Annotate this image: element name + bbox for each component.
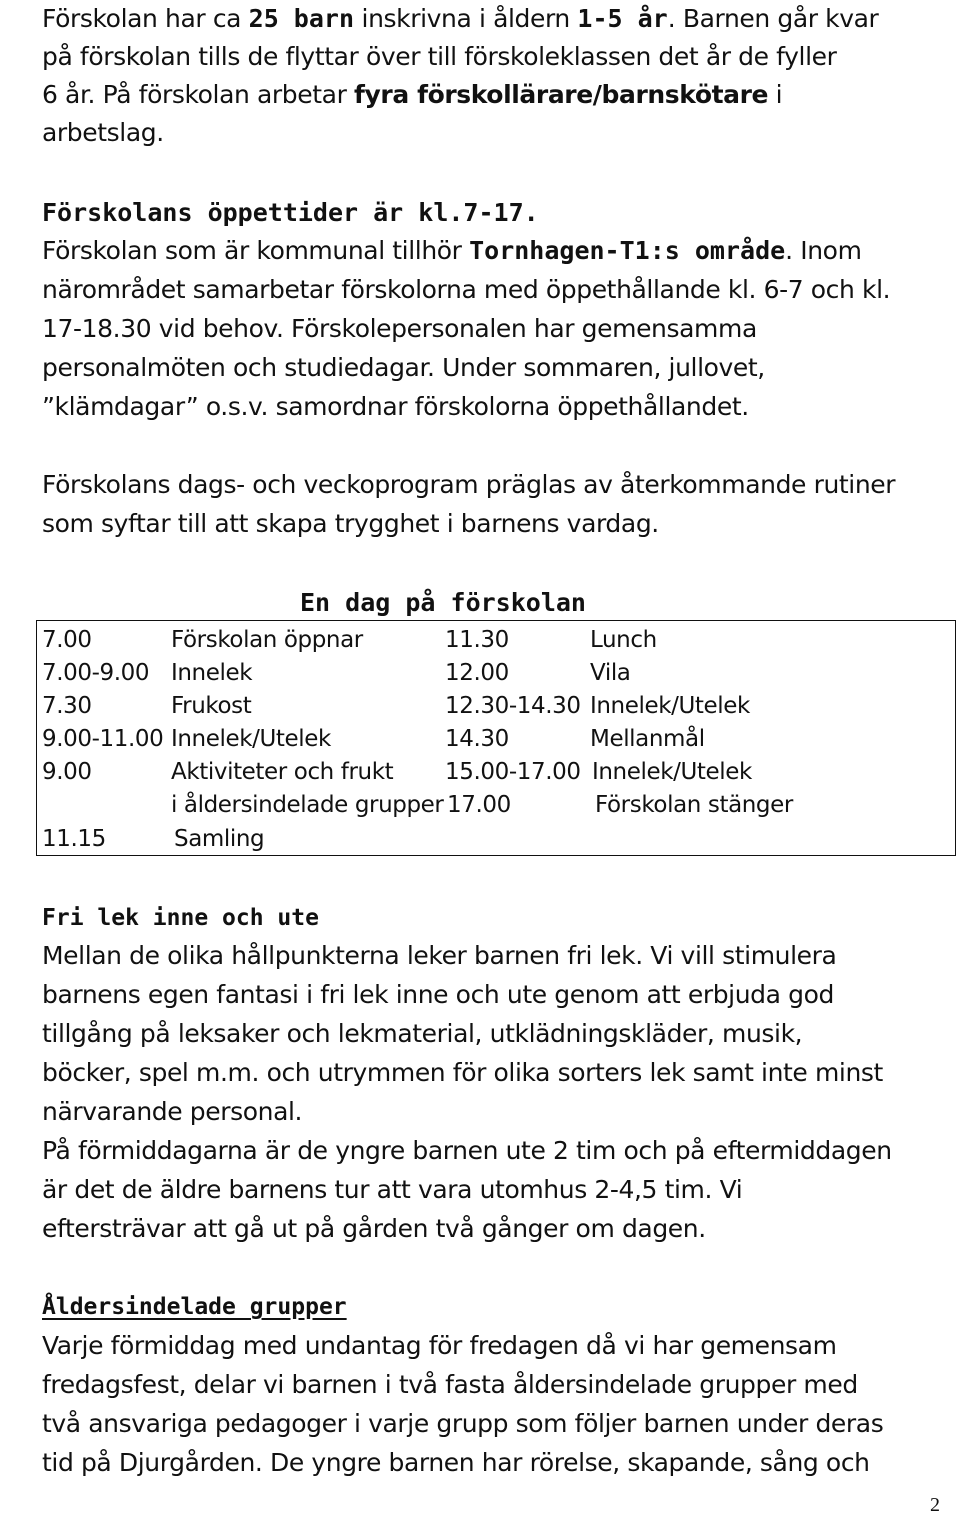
free-play-line: eftersträvar att gå ut på gården två gånger om dagen.: [42, 1214, 706, 1243]
schedule-table: [36, 620, 956, 856]
schedule-time: 17.00: [447, 792, 511, 818]
opening-hours: Förskolans öppettider är kl.7-17.: [42, 198, 539, 227]
schedule-activity: Mellanmål: [590, 726, 705, 752]
free-play-line: böcker, spel m.m. och utrymmen för olika sorters lek samt inte minst: [42, 1058, 883, 1087]
page-number: 2: [930, 1494, 940, 1516]
free-play-line: barnens egen fantasi i fri lek inne och ute genom att erbjuda god: [42, 980, 834, 1009]
schedule-time: 7.00: [42, 627, 92, 653]
hours-line-3: närområdet samarbetar förskolorna med öppethållande kl. 6-7 och kl.: [42, 275, 891, 304]
schedule-activity: i åldersindelade grupper: [171, 792, 444, 818]
free-play-line: är det de äldre barnens tur att vara utomhus 2-4,5 tim. Vi: [42, 1175, 743, 1204]
schedule-time: 15.00-17.00: [445, 759, 581, 785]
schedule-activity: Innelek/Utelek: [171, 726, 331, 752]
schedule-activity: Innelek: [171, 660, 253, 686]
intro-line-3: 6 år. På förskolan arbetar fyra förskollärare/barnskötare i: [42, 80, 783, 109]
schedule-activity: Vila: [590, 660, 631, 686]
intro-line-1: Förskolan har ca 25 barn inskrivna i åldern 1-5 år. Barnen går kvar: [42, 4, 879, 33]
routines-line-2: som syftar till att skapa trygghet i barnens vardag.: [42, 509, 659, 538]
age-groups-line: två ansvariga pedagoger i varje grupp som följer barnen under deras: [42, 1409, 884, 1438]
hours-line-2: Förskolan som är kommunal tillhör Tornhagen-T1:s område. Inom: [42, 236, 862, 265]
age-groups-line: tid på Djurgården. De yngre barnen har rörelse, skapande, sång och: [42, 1448, 870, 1477]
schedule-time: 12.30-14.30: [445, 693, 581, 719]
section-heading-free-play: Fri lek inne och ute: [42, 905, 319, 931]
schedule-activity: Innelek/Utelek: [590, 693, 750, 719]
schedule-title: En dag på förskolan: [300, 588, 586, 617]
age-groups-line: Varje förmiddag med undantag för fredagen då vi har gemensam: [42, 1331, 837, 1360]
hours-line-6: ”klämdagar” o.s.v. samordnar förskolorna öppethållandet.: [42, 392, 749, 421]
schedule-time: 7.30: [42, 693, 92, 719]
free-play-line: På förmiddagarna är de yngre barnen ute 2 tim och på eftermiddagen: [42, 1136, 892, 1165]
schedule-time: 11.15: [42, 826, 106, 852]
age-groups-line: fredagsfest, delar vi barnen i två fasta åldersindelade grupper med: [42, 1370, 858, 1399]
free-play-line: tillgång på leksaker och lekmaterial, utklädningskläder, musik,: [42, 1019, 803, 1048]
schedule-activity: Samling: [174, 826, 265, 852]
schedule-activity: Förskolan öppnar: [171, 627, 363, 653]
intro-line-2: på förskolan tills de flyttar över till förskoleklassen det år de fyller: [42, 42, 837, 71]
schedule-time: 9.00-11.00: [42, 726, 164, 752]
free-play-line: Mellan de olika hållpunkterna leker barnen fri lek. Vi vill stimulera: [42, 941, 837, 970]
intro-line-4: arbetslag.: [42, 118, 164, 147]
section-heading-age-groups: Åldersindelade grupper: [42, 1294, 347, 1320]
free-play-line: närvarande personal.: [42, 1097, 303, 1126]
routines-line-1: Förskolans dags- och veckoprogram präglas av återkommande rutiner: [42, 470, 896, 499]
schedule-time: 14.30: [445, 726, 509, 752]
schedule-activity: Aktiviteter och frukt: [171, 759, 394, 785]
schedule-activity: Förskolan stänger: [595, 792, 793, 818]
schedule-time: 11.30: [445, 627, 509, 653]
schedule-activity: Frukost: [171, 693, 252, 719]
schedule-time: 12.00: [445, 660, 509, 686]
hours-line-4: 17-18.30 vid behov. Förskolepersonalen har gemensamma: [42, 314, 757, 343]
schedule-time: 7.00-9.00: [42, 660, 150, 686]
schedule-activity: Innelek/Utelek: [592, 759, 752, 785]
schedule-time: 9.00: [42, 759, 92, 785]
hours-line-5: personalmöten och studiedagar. Under sommaren, jullovet,: [42, 353, 765, 382]
schedule-activity: Lunch: [590, 627, 657, 653]
